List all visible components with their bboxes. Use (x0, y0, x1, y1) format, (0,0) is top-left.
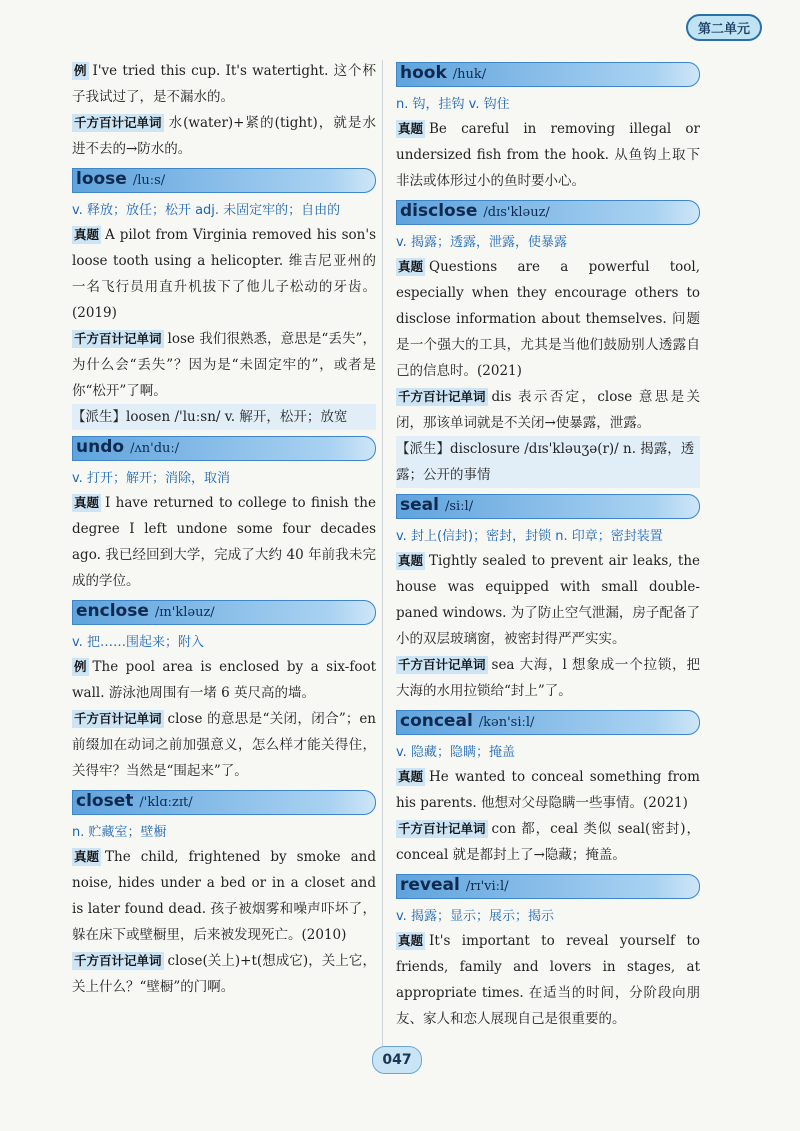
example-tag: 例 (74, 63, 87, 78)
phonetic: /luːs/ (132, 173, 166, 188)
entry-enclose (72, 600, 376, 784)
headword-text: hook (400, 63, 447, 83)
headword-bar (396, 494, 700, 519)
headword-bar (396, 200, 700, 225)
label-tag: 千方百计记单词 (74, 711, 162, 726)
paragraph-text: A pilot from Virginia removed his son's loose tooth using a helicopter. 维吉尼亚州的一名飞行员用直升机拔下了他儿子松动的牙齿。(2019) (72, 227, 376, 321)
label-tag: 千方百计记单词 (74, 331, 162, 346)
entry-disclose (396, 200, 700, 488)
entry-paragraph (396, 652, 700, 704)
entry-paragraph (72, 326, 376, 404)
phonetic: /dɪs'kləuz/ (483, 205, 550, 220)
label-tag: 千方百计记单词 (398, 657, 486, 672)
entry-paragraph (72, 490, 376, 594)
headword-text: disclose (400, 201, 478, 221)
paragraph-text: The pool area is enclosed by a six-foot wall. 游泳池周围有一堵 6 英尺高的墙。 (72, 659, 376, 701)
headword (400, 875, 509, 895)
intro-block (72, 58, 376, 162)
label-tag: 千方百计记单词 (74, 953, 162, 968)
label-tag: 例 (74, 659, 87, 674)
headword (76, 169, 165, 189)
label-tag: 真题 (398, 121, 424, 136)
left-column (72, 58, 376, 1006)
part-of-speech: v. 封上(信封)；密封，封锁 n. 印章；密封装置 (396, 529, 663, 544)
entry-conceal (396, 710, 700, 868)
entry-closet (72, 790, 376, 1000)
label-tag: 真题 (74, 227, 100, 242)
paragraph-text: Be careful in removing illegal or undersized fish from the hook. 从鱼钩上取下非法或体形过小的鱼时要小心。 (396, 121, 700, 189)
example-text: I've tried this cup. It's watertight. 这个杯子我试过了，是不漏水的。 (72, 63, 376, 105)
headword-bar (72, 600, 376, 625)
entry-paragraph (396, 764, 700, 816)
part-of-speech: v. 打开；解开；消除，取消 (72, 471, 230, 486)
headword-bar (396, 710, 700, 735)
paragraph-text: lose 我们很熟悉，意思是“丢失”，为什么会“丢失”？因为是“未固定牢的”，或者是你“松开”了啊。 (72, 331, 376, 399)
entry-paragraph (72, 706, 376, 784)
part-of-speech: v. 隐藏；隐瞒；掩盖 (396, 745, 515, 760)
label-tag: 千方百计记单词 (398, 821, 486, 836)
entry-hook (396, 62, 700, 194)
entry-paragraph (396, 254, 700, 384)
headword-bar (72, 436, 376, 461)
headword-bar (396, 874, 700, 899)
intro-memo (72, 110, 376, 162)
headword (76, 601, 215, 621)
left-entries (72, 168, 376, 1000)
entry-seal (396, 494, 700, 704)
part-of-speech: v. 揭露；显示；展示；揭示 (396, 909, 554, 924)
entry-paragraph (72, 844, 376, 948)
headword (400, 711, 534, 731)
headword-text: reveal (400, 875, 460, 895)
paragraph-text: It's important to reveal yourself to friends, family and lovers in stages, at appropriate times. 在适当的时间，分阶段向朋友、家人和恋人展现自己是很重要的。 (396, 933, 700, 1027)
page-number: 047 (372, 1046, 422, 1074)
entry-paragraph (72, 222, 376, 326)
part-of-speech: v. 揭露；透露，泄露，使暴露 (396, 235, 567, 250)
label-tag: 真题 (398, 769, 424, 784)
headword-bar (72, 790, 376, 815)
headword (400, 63, 486, 83)
label-tag: 真题 (398, 933, 424, 948)
paragraph-text: The child, frightened by smoke and noise, hides under a bed or in a closet and is later found dead. 孩子被烟雾和噪声吓坏了，躲在床下或壁橱里，后来被发现死亡。(2010) (72, 849, 376, 943)
label-tag: 真题 (74, 849, 100, 864)
label-tag: 真题 (398, 553, 424, 568)
headword (400, 495, 473, 515)
headword (76, 791, 193, 811)
entry-paragraph (396, 384, 700, 436)
headword-text: closet (76, 791, 134, 811)
entry-reveal (396, 874, 700, 1032)
part-of-speech: v. 把……围起来；附入 (72, 635, 204, 650)
entry-paragraph (396, 816, 700, 868)
right-column (396, 58, 700, 1038)
derivative: 【派生】loosen /'luːsn/ v. 解开，松开；放宽 (72, 404, 376, 430)
headword-text: seal (400, 495, 439, 515)
headword-bar (72, 168, 376, 193)
paragraph-text: close(关上)+t(想成它)，关上它，关上什么？“壁橱”的门啊。 (72, 953, 376, 995)
intro-example (72, 58, 376, 110)
label-tag: 千方百计记单词 (398, 389, 486, 404)
phonetic: /huk/ (452, 67, 487, 82)
headword-text: undo (76, 437, 125, 457)
label-tag: 真题 (398, 259, 424, 274)
phonetic: /ʌn'duː/ (130, 441, 180, 456)
entry-paragraph (396, 116, 700, 194)
phonetic: /siːl/ (444, 499, 474, 514)
headword-text: enclose (76, 601, 149, 621)
entry-undo (72, 436, 376, 594)
paragraph-text: I have returned to college to finish the degree I left undone some four decades ago. 我已经回到大学，完成了大约 40 年前我未完成的学位。 (72, 495, 376, 589)
headword (400, 201, 550, 221)
paragraph-text: Questions are a powerful tool, especially when they encourage others to disclose information about themselves. 问题是一个强大的工具，尤其是当他们鼓励别人透露自己的信息时。(2021) (396, 259, 700, 379)
paragraph-text: close 的意思是“关闭，闭合”；en 前缀加在动词之前加强意义，怎么样才能关得住，关得牢？当然是“围起来”了。 (72, 711, 376, 779)
paragraph-text: Tightly sealed to prevent air leaks, the house was equipped with small double-paned windows. 为了防止空气泄漏，房子配备了小的双层玻璃窗，被密封得严严实实。 (396, 553, 700, 647)
paragraph-text: sea 大海，l 想象成一个拉锁，把大海的水用拉锁给“封上”了。 (396, 657, 700, 699)
unit-tab: 第二单元 (686, 14, 762, 41)
headword-text: conceal (400, 711, 473, 731)
phonetic: /kən'siːl/ (478, 715, 535, 730)
entry-paragraph (396, 928, 700, 1032)
part-of-speech: n. 钩，挂钩 v. 钩住 (396, 97, 510, 112)
phonetic: /ɪn'kləuz/ (154, 605, 215, 620)
label-tag: 真题 (74, 495, 100, 510)
part-of-speech: v. 释放；放任；松开 adj. 未固定牢的；自由的 (72, 203, 341, 218)
column-divider (382, 60, 383, 1050)
memo-text: 水(water)+紧的(tight)，就是水进不去的→防水的。 (72, 115, 376, 157)
headword (76, 437, 179, 457)
entry-loose (72, 168, 376, 430)
phonetic: /rɪ'viːl/ (465, 879, 509, 894)
headword-bar (396, 62, 700, 87)
paragraph-text: dis 表示否定，close 意思是关闭，那该单词就是不关闭→使暴露，泄露。 (396, 389, 700, 431)
memo-tag: 千方百计记单词 (74, 115, 162, 130)
right-entries (396, 62, 700, 1032)
paragraph-text: He wanted to conceal something from his parents. 他想对父母隐瞒一些事情。(2021) (396, 769, 700, 811)
entry-paragraph (72, 654, 376, 706)
derivative: 【派生】disclosure /dɪs'kləuʒə(r)/ n. 揭露，透露；公开的事情 (396, 436, 700, 488)
entry-paragraph (396, 548, 700, 652)
entry-paragraph (72, 948, 376, 1000)
paragraph-text: con 都，ceal 类似 seal(密封)，conceal 就是都封上了→隐藏；掩盖。 (396, 821, 700, 863)
part-of-speech: n. 贮藏室；壁橱 (72, 825, 167, 840)
headword-text: loose (76, 169, 127, 189)
phonetic: /'klɑːzɪt/ (139, 795, 193, 810)
